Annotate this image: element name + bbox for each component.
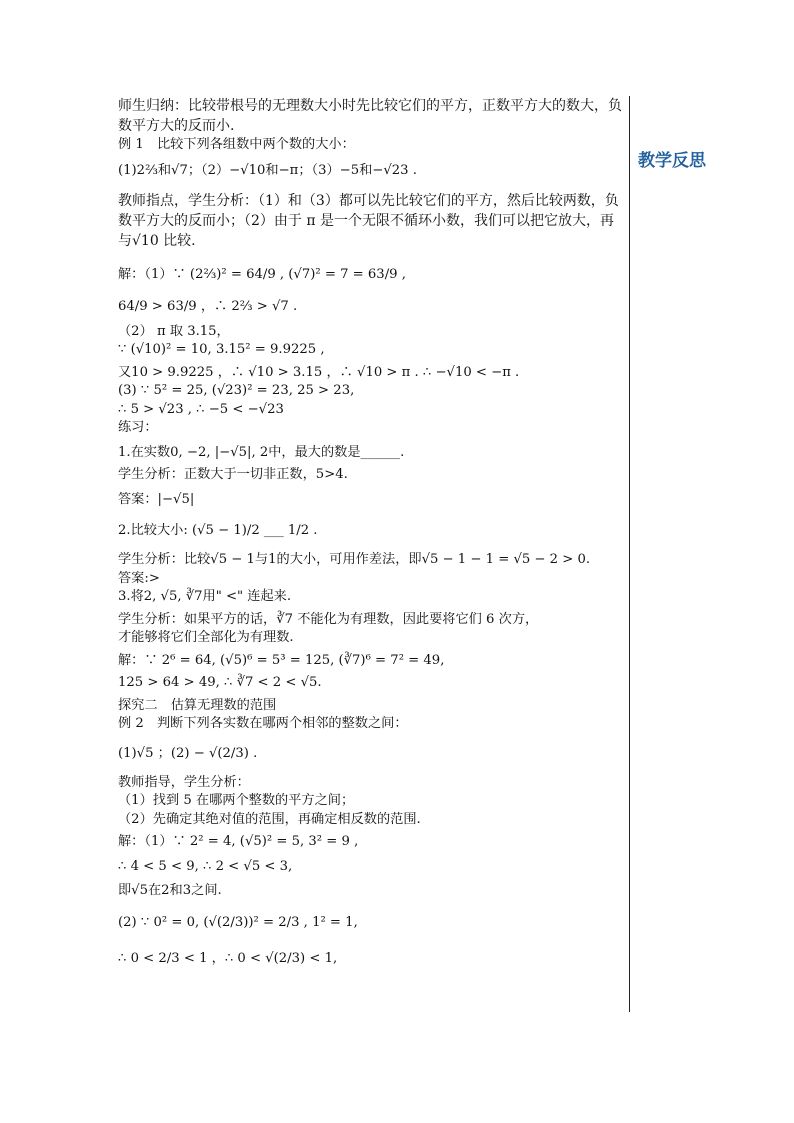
example-1-items: (1)2⅔和√7；（2）−√10和−π；（3）−5和−√23 . <box>118 162 417 178</box>
exercise-2-answer: 答案:> <box>118 570 160 586</box>
exercise-2-analysis: 学生分析：比较√5 − 1与1的大小，可用作差法，即√5 − 1 − 1 = √5 − 2 > 0. <box>118 552 591 567</box>
example-2-solution-2: ∴ 4 < 5 < 9, ∴ 2 < √5 < 3, <box>118 858 293 874</box>
solution-line-1: 解：（1）∵ (2⅔)² = 64/9 , (√7)² = 7 = 63/9 , <box>118 266 406 282</box>
solution-line-5: 又10 > 9.9225 ，∴ √10 > 3.15 ，∴ √10 > π . ∴ −√10 < −π . <box>118 364 520 380</box>
exercise-1-analysis: 学生分析：正数大于一切非正数，5>4. <box>118 467 348 482</box>
exercise-3-solution-2: 125 > 64 > 49, ∴ ∛7 < 2 < √5. <box>118 675 322 690</box>
exercise-3-analysis-2: 才能够将它们全部化为有理数. <box>118 630 294 645</box>
example-2-solution-4: (2) ∵ 0² = 0, (√(2/3))² = 2/3 , 1² = 1, <box>118 914 358 930</box>
exercise-3-analysis-1: 学生分析：如果平方的话，∛7 不能化为有理数，因此要将它们 6 次方， <box>118 611 539 627</box>
teaching-reflection-title: 教学反思 <box>638 151 706 171</box>
exercise-1: 1.在实数0, −2, |−√5|, 2中，最大的数是______. <box>118 444 405 460</box>
solution-line-3: （2） π 取 3.15， <box>118 323 230 339</box>
solution-line-4: ∵ (√10)² = 10, 3.15² = 9.9225 , <box>118 342 325 357</box>
solution-line-7: ∴ 5 > √23 , ∴ −5 < −√23 <box>118 401 284 417</box>
example-2-solution-1: 解：（1）∵ 2² = 4, (√5)² = 5, 3² = 9 , <box>118 834 359 849</box>
example-2-step-1: （1）找到 5 在哪两个整数的平方之间； <box>118 793 355 808</box>
exercise-heading: 练习： <box>118 420 158 435</box>
margin-divider <box>629 96 630 1012</box>
example-2-items: (1)√5 ；(2) − √(2/3) . <box>118 745 258 761</box>
explore-2-heading: 探究二 估算无理数的范围 <box>118 697 277 713</box>
example-1-heading: 例 1 比较下列各组数中两个数的大小： <box>118 137 355 152</box>
example-2-solution-5: ∴ 0 < 2/3 < 1 ，∴ 0 < √(2/3) < 1, <box>118 950 338 966</box>
exercise-2: 2.比较大小: (√5 − 1)/2 ___ 1/2 . <box>118 523 318 538</box>
example-2-heading: 例 2 判断下列各实数在哪两个相邻的整数之间： <box>118 716 408 731</box>
exercise-3: 3.将2, √5, ∛7用" <" 连起来. <box>118 589 292 604</box>
example-2-guidance: 教师指导，学生分析： <box>118 774 250 790</box>
exercise-1-answer: 答案：|−√5| <box>118 491 195 507</box>
teacher-guidance-paragraph: 教师指点，学生分析：（1）和（3）都可以先比较它们的平方，然后比较两数，负数平方大的反而小；（2）由于 π 是一个无限不循环小数，我们可以把它放大，再与√10 比较. <box>118 192 619 249</box>
summary-paragraph: 师生归纳：比较带根号的无理数大小时先比较它们的平方，正数平方大的数大，负数平方大的反而小. <box>118 98 622 134</box>
solution-line-2: 64/9 > 63/9 ，∴ 2⅔ > √7 . <box>118 298 298 314</box>
example-2-solution-3: 即√5在2和3之间. <box>118 883 222 898</box>
example-2-step-2: （2）先确定其绝对值的范围，再确定相反数的范围. <box>118 811 421 827</box>
exercise-3-solution-1: 解：∵ 2⁶ = 64, (√5)⁶ = 5³ = 125, (∛7)⁶ = 7² = 49, <box>118 652 445 668</box>
solution-line-6: (3) ∵ 5² = 25, (√23)² = 23, 25 > 23, <box>118 383 355 398</box>
lesson-body <box>118 96 626 975</box>
